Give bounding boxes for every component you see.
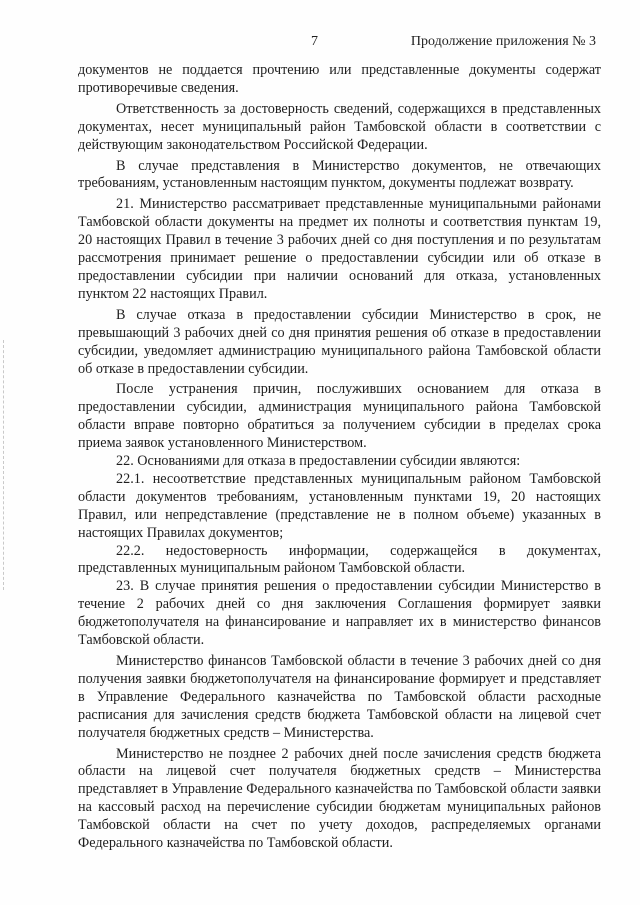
paragraph-continuation: документов не поддается прочтению или представленные документы содержат противоречивые сведения. — [78, 62, 601, 96]
paragraph-21: 21. Министерство рассматривает представленные муниципальными районами Тамбовской области документы на предмет их полноты и соответствия пунктам 19, 20 настоящих Правил в течение 3 рабочих дней со дня поступления и по результатам рассмотрения принимает решение о предоставлении субсидии или об отказе в предоставлении субсидии при наличии оснований для отказа, установленных пунктом 22 настоящих Правил. — [78, 196, 601, 302]
paragraph-reapply: После устранения причин, послуживших основанием для отказа в предоставлении субсидии, администрация муниципального района Тамбовской области вправе повторно обратиться за получением субсидии в пределах срока приема заявок установленного Министерством. — [78, 381, 601, 452]
paragraph-minfin: Министерство финансов Тамбовской области в течение 3 рабочих дней со дня получения заявки бюджетополучателя на финансирование формирует и представляет в Управление Федерального казначейства по Тамбовской области расходные расписания для зачисления средств бюджета Тамбовской области на лицевой счет получателя бюджетных средств – Министерства. — [78, 653, 601, 741]
paragraph-23: 23. В случае принятия решения о предоставлении субсидии Министерство в течение 2 рабочих дней со дня заключения Соглашения формирует заявки бюджетополучателя на финансирование и направляет их в министерство финансов Тамбовской области. — [78, 578, 601, 649]
paragraph-return: В случае представления в Министерство документов, не отвечающих требованиям, установленным настоящим пунктом, документы подлежат возврату. — [78, 157, 601, 192]
appendix-continuation-label: Продолжение приложения № 3 — [410, 34, 596, 49]
document-body — [78, 62, 601, 853]
paragraph-22-2: 22.2. недостоверность информации, содержащейся в документах, представленных муниципальным районом Тамбовской области. — [78, 542, 601, 577]
paragraph-responsibility: Ответственность за достоверность сведений, содержащихся в представленных документах, несет муниципальный район Тамбовской области в соответствии с действующим законодательством Российской Федерации. — [78, 100, 601, 153]
page-number: 7 — [311, 34, 318, 49]
paragraph-22: 22. Основаниями для отказа в предоставлении субсидии являются: — [116, 453, 521, 470]
paragraph-ministry-transfer: Министерство не позднее 2 рабочих дней после зачисления средств бюджета области на лицевой счет получателя бюджетных средств – Министерства представляет в Управление Федерального казначейства по Тамбовской области заявки на кассовый расход на перечисление субсидии бюджетам муниципальных районов Тамбовской области на счет по учету доходов, распределяемых органами Федерального казначейства по Тамбовской области. — [78, 745, 601, 852]
paragraph-22-1: 22.1. несоответствие представленных муниципальным районом Тамбовской области документов требованиям, установленным пунктами 19, 20 настоящих Правил, или непредставление (представление не в полном объеме) указанных в настоящих Правилах документов; — [78, 470, 601, 541]
paragraph-refusal-notice: В случае отказа в предоставлении субсидии Министерство в срок, не превышающий 3 рабочих дней со дня принятия решения об отказе в предоставлении субсидии, уведомляет администрацию муниципального района Тамбовской области об отказе в предоставлении субсидии. — [78, 306, 601, 377]
page-header — [0, 34, 640, 54]
scan-margin-artifact — [3, 340, 6, 590]
